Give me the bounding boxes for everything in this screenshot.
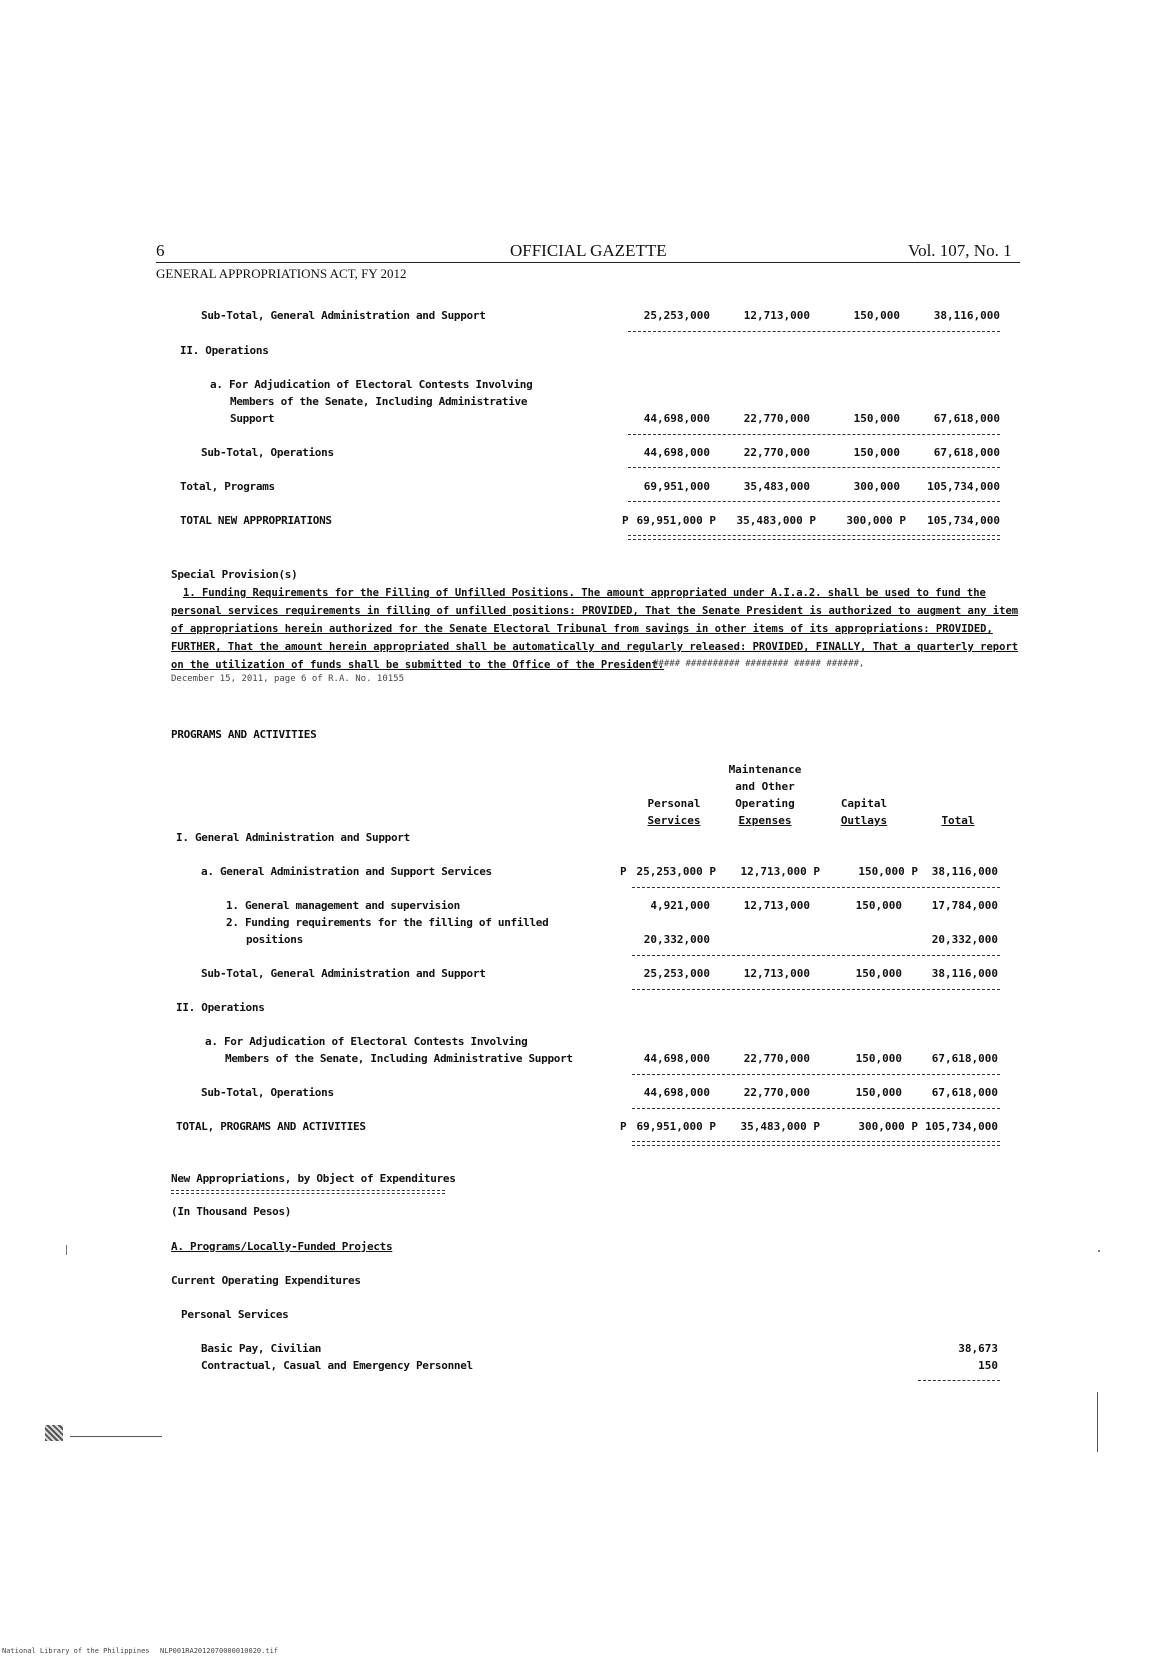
cell-co: 300,000 P (846, 514, 906, 527)
footer-code: NLP001RA2012070000010020.tif (160, 1647, 279, 1655)
row-label-line: positions (246, 933, 303, 946)
scan-line (70, 1436, 162, 1437)
cell-total: 67,618,000 (931, 1086, 998, 1099)
row-label: TOTAL, PROGRAMS AND ACTIVITIES (176, 1120, 366, 1133)
cell-total: 67,618,000 (931, 1052, 998, 1065)
row-label: Total, Programs (180, 480, 275, 493)
provision-line: on the utilization of funds shall be submitted to the Office of the President. (171, 659, 665, 671)
list-item: Contractual, Casual and Emergency Personnel (201, 1359, 473, 1372)
cell-co: 150,000 (853, 309, 900, 322)
cell-ps: 69,951,000 P (636, 1120, 716, 1133)
cell-mooe: 22,770,000 (743, 1052, 810, 1065)
cell-ps: 69,951,000 (643, 480, 710, 493)
cell-ps: 25,253,000 P (636, 865, 716, 878)
peso-sign: P (620, 1120, 627, 1133)
row-label-line: Members of the Senate, Including Administrative (230, 395, 528, 408)
row-label: Sub-Total, Operations (201, 446, 334, 459)
col-header-line: and Other (735, 780, 795, 793)
provision-line: 1. Funding Requirements for the Filling of Unfilled Positions. The amount appropriated under A.I.a.2. shall be used to fund the (183, 587, 986, 599)
header-rule (156, 262, 1020, 263)
row-label: TOTAL NEW APPROPRIATIONS (180, 514, 332, 527)
page-number: 6 (156, 241, 165, 260)
row-rule (632, 887, 1000, 888)
row-rule (632, 1108, 1000, 1109)
row-label-line: Members of the Senate, Including Administrative Support (225, 1052, 573, 1065)
col-header-line: Total (941, 814, 975, 827)
cell-mooe: 12,713,000 (743, 967, 810, 980)
cell-mooe: 22,770,000 (743, 1086, 810, 1099)
section-label: II. Operations (176, 1001, 265, 1014)
section-label: I. General Administration and Support (176, 831, 410, 844)
peso-sign: P (622, 514, 629, 527)
cell-ps: 44,698,000 (643, 1052, 710, 1065)
cell-total: 38,116,000 (933, 309, 1000, 322)
cell-mooe: 35,483,000 (743, 480, 810, 493)
cell-ps: 44,698,000 (643, 1086, 710, 1099)
provision-line: of appropriations herein authorized for the Senate Electoral Tribunal from savings in other items of its appropriations: PROVIDED, (171, 623, 993, 635)
cell-ps: 25,253,000 (643, 967, 710, 980)
provision-footnote: December 15, 2011, page 6 of R.A. No. 10155 (171, 674, 404, 684)
col-header-line: Operating (735, 797, 795, 810)
cell-total: 105,734,000 (925, 1120, 998, 1133)
row-rule (628, 501, 1000, 502)
cell-mooe: 12,713,000 (743, 899, 810, 912)
cell-ps: 44,698,000 (643, 412, 710, 425)
cell-total: 20,332,000 (931, 933, 998, 946)
row-rule (632, 1074, 1000, 1075)
volume-label: Vol. 107, No. 1 (908, 241, 1012, 260)
col-header-ps (634, 795, 714, 829)
cell-co: 150,000 (853, 412, 900, 425)
col-header-total (918, 812, 998, 829)
row-label-line: 2. Funding requirements for the filling of unfilled (226, 916, 549, 929)
col-header-line: Expenses (738, 814, 792, 827)
objects-current: Current Operating Expenditures (171, 1274, 361, 1287)
objects-section: A. Programs/Locally-Funded Projects (171, 1240, 393, 1253)
footer-library: National Library of the Philippines (2, 1647, 150, 1655)
cell-co: 150,000 (855, 967, 902, 980)
cell-co: 150,000 (855, 1086, 902, 1099)
row-rule (628, 467, 1000, 468)
col-header-line: Services (647, 814, 701, 827)
double-rule (632, 1141, 1000, 1146)
cell-total: 67,618,000 (933, 446, 1000, 459)
peso-sign: P (620, 865, 627, 878)
row-rule (918, 1380, 1000, 1381)
col-header-line: Outlays (840, 814, 888, 827)
row-label: Sub-Total, General Administration and Support (201, 309, 486, 322)
objects-ps: Personal Services (181, 1308, 289, 1321)
provision-trail: ##### ########## ######## ##### ######, (653, 659, 865, 669)
cell-mooe: 12,713,000 (743, 309, 810, 322)
scan-mark (45, 1425, 63, 1441)
gazette-title: OFFICIAL GAZETTE (510, 241, 667, 260)
cell-co: 150,000 P (858, 865, 918, 878)
col-header-co (824, 795, 904, 829)
cell-co: 150,000 (855, 899, 902, 912)
objects-unit: (In Thousand Pesos) (171, 1205, 292, 1218)
cell-mooe: 22,770,000 (743, 446, 810, 459)
row-label: 1. General management and supervision (226, 899, 460, 912)
cell-mooe: 35,483,000 P (736, 514, 816, 527)
cell-mooe: 35,483,000 P (740, 1120, 820, 1133)
cell-ps: 20,332,000 (643, 933, 710, 946)
row-rule (632, 989, 1000, 990)
cell-ps: 44,698,000 (643, 446, 710, 459)
cell-ps: 25,253,000 (643, 309, 710, 322)
row-label-line: Support (230, 412, 275, 425)
cell-total: 105,734,000 (927, 480, 1000, 493)
row-label-line: a. For Adjudication of Electoral Contests Involving (210, 378, 533, 391)
provision-line: personal services requirements in filling of unfilled positions: PROVIDED, That the Senate President is authorized to augment any item (171, 605, 1019, 617)
cell-total: 17,784,000 (931, 899, 998, 912)
scan-mark (1098, 1250, 1100, 1252)
cell-mooe: 22,770,000 (743, 412, 810, 425)
col-header-line: Maintenance (728, 763, 802, 776)
col-header-line: Capital (840, 797, 888, 810)
list-item-value: 150 (978, 1359, 998, 1372)
row-rule (632, 955, 1000, 956)
cell-total: 105,734,000 (927, 514, 1000, 527)
row-label: Sub-Total, Operations (201, 1086, 334, 1099)
section-label: II. Operations (180, 344, 269, 357)
row-label-line: a. For Adjudication of Electoral Contests Involving (205, 1035, 528, 1048)
col-header-mooe (715, 761, 815, 829)
row-rule (628, 331, 1000, 332)
special-title: Special Provision(s) (171, 568, 298, 581)
cell-co: 150,000 (855, 1052, 902, 1065)
cell-ps: 4,921,000 (650, 899, 710, 912)
double-rule (628, 535, 1000, 540)
title-rule (171, 1193, 445, 1194)
scan-mark (66, 1245, 67, 1255)
cell-mooe: 12,713,000 P (740, 865, 820, 878)
act-title: GENERAL APPROPRIATIONS ACT, FY 2012 (156, 266, 407, 281)
row-rule (628, 434, 1000, 435)
cell-total: 38,116,000 (931, 865, 998, 878)
list-item-value: 38,673 (958, 1342, 998, 1355)
programs-title: PROGRAMS AND ACTIVITIES (171, 728, 317, 741)
col-header-line: Personal (647, 797, 701, 810)
list-item: Basic Pay, Civilian (201, 1342, 322, 1355)
scan-mark (1097, 1392, 1098, 1452)
provision-line: FURTHER, That the amount herein appropriated shall be automatically and regularly released: PROVIDED, FINALLY, That a quarterly report (171, 641, 1019, 653)
title-rule (171, 1190, 445, 1191)
cell-co: 150,000 (853, 446, 900, 459)
row-label: Sub-Total, General Administration and Support (201, 967, 486, 980)
cell-ps: 69,951,000 P (636, 514, 716, 527)
objects-title: New Appropriations, by Object of Expenditures (171, 1172, 456, 1185)
cell-co: 300,000 P (858, 1120, 918, 1133)
cell-co: 300,000 (853, 480, 900, 493)
cell-total: 38,116,000 (931, 967, 998, 980)
row-label: a. General Administration and Support Services (201, 865, 492, 878)
cell-total: 67,618,000 (933, 412, 1000, 425)
